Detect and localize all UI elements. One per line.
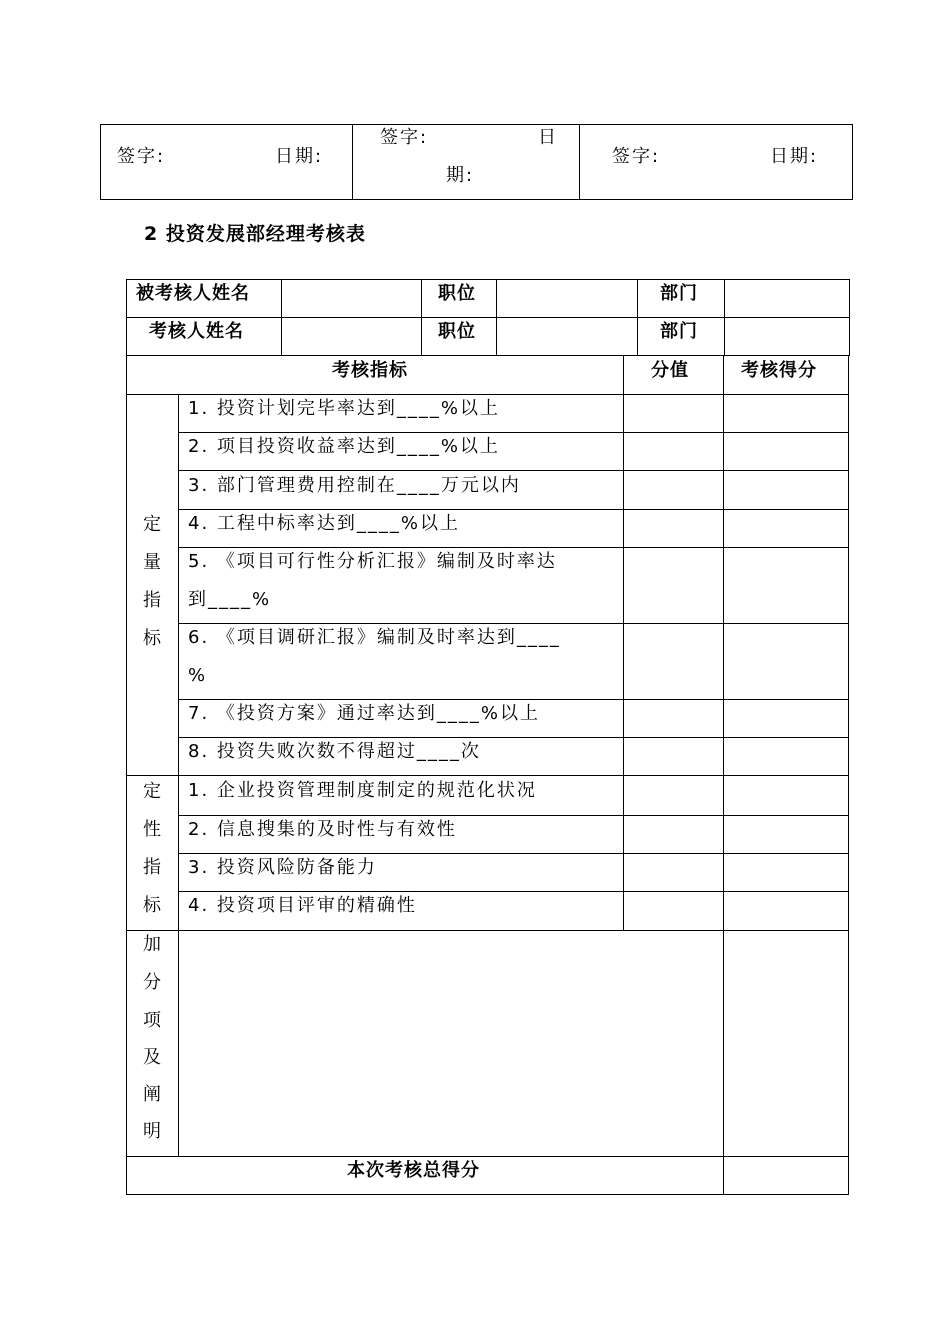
quantitative-item: 1. 投资计划完毕率达到____%以上 [188,398,500,419]
total-score-label: 本次考核总得分 [347,1160,480,1181]
qualitative-label-char: 标 [143,895,161,916]
date-label-2a: 日 [538,127,558,148]
quantitative-label-char: 定 [143,514,161,535]
reviewer-name-label: 考核人姓名 [149,321,244,342]
score-value-header: 分值 [651,360,689,381]
quantitative-item: 5. 《项目可行性分析汇报》编制及时率达 [188,551,557,572]
section-title: 2 投资发展部经理考核表 [144,223,366,245]
quantitative-label-char: 标 [143,628,161,649]
sign-label-1: 签字: [117,146,166,167]
qualitative-item: 4. 投资项目评审的精确性 [188,895,417,916]
qualitative-item: 1. 企业投资管理制度制定的规范化状况 [188,780,537,801]
quantitative-label-char: 量 [143,552,161,573]
quantitative-item-cont: % [188,665,208,686]
bonus-label-char: 分 [143,972,161,993]
quantitative-item: 3. 部门管理费用控制在____万元以内 [188,475,521,496]
qualitative-label-char: 指 [143,857,161,878]
date-label-3: 日期: [770,146,819,167]
quantitative-item: 2. 项目投资收益率达到____%以上 [188,436,500,457]
quantitative-label-char: 指 [143,590,161,611]
bonus-label-char: 阐 [143,1084,161,1105]
score-got-header: 考核得分 [741,360,817,381]
qualitative-label-char: 性 [143,819,161,840]
reviewee-position-label: 职位 [438,283,476,304]
date-label-2b: 期: [446,165,475,186]
quantitative-item: 7. 《投资方案》通过率达到____%以上 [188,703,540,724]
date-label-1: 日期: [275,146,324,167]
reviewer-dept-label: 部门 [660,321,698,342]
qualitative-item: 2. 信息搜集的及时性与有效性 [188,819,457,840]
quantitative-item: 6. 《项目调研汇报》编制及时率达到____ [188,627,561,648]
qualitative-label-char: 定 [143,781,161,802]
reviewee-name-label: 被考核人姓名 [136,283,250,304]
bonus-label-char: 加 [143,934,161,955]
bonus-label-char: 及 [143,1047,161,1068]
sign-label-2: 签字: [380,127,429,148]
quantitative-item: 8. 投资失败次数不得超过____次 [188,741,481,762]
indicator-header: 考核指标 [332,360,408,381]
reviewer-position-label: 职位 [438,321,476,342]
quantitative-item: 4. 工程中标率达到____%以上 [188,513,460,534]
bonus-label-char: 明 [143,1121,161,1142]
reviewee-dept-label: 部门 [660,283,698,304]
qualitative-item: 3. 投资风险防备能力 [188,857,377,878]
quantitative-item-cont: 到____% [188,589,272,610]
sign-label-3: 签字: [612,146,661,167]
bonus-label-char: 项 [143,1010,161,1031]
